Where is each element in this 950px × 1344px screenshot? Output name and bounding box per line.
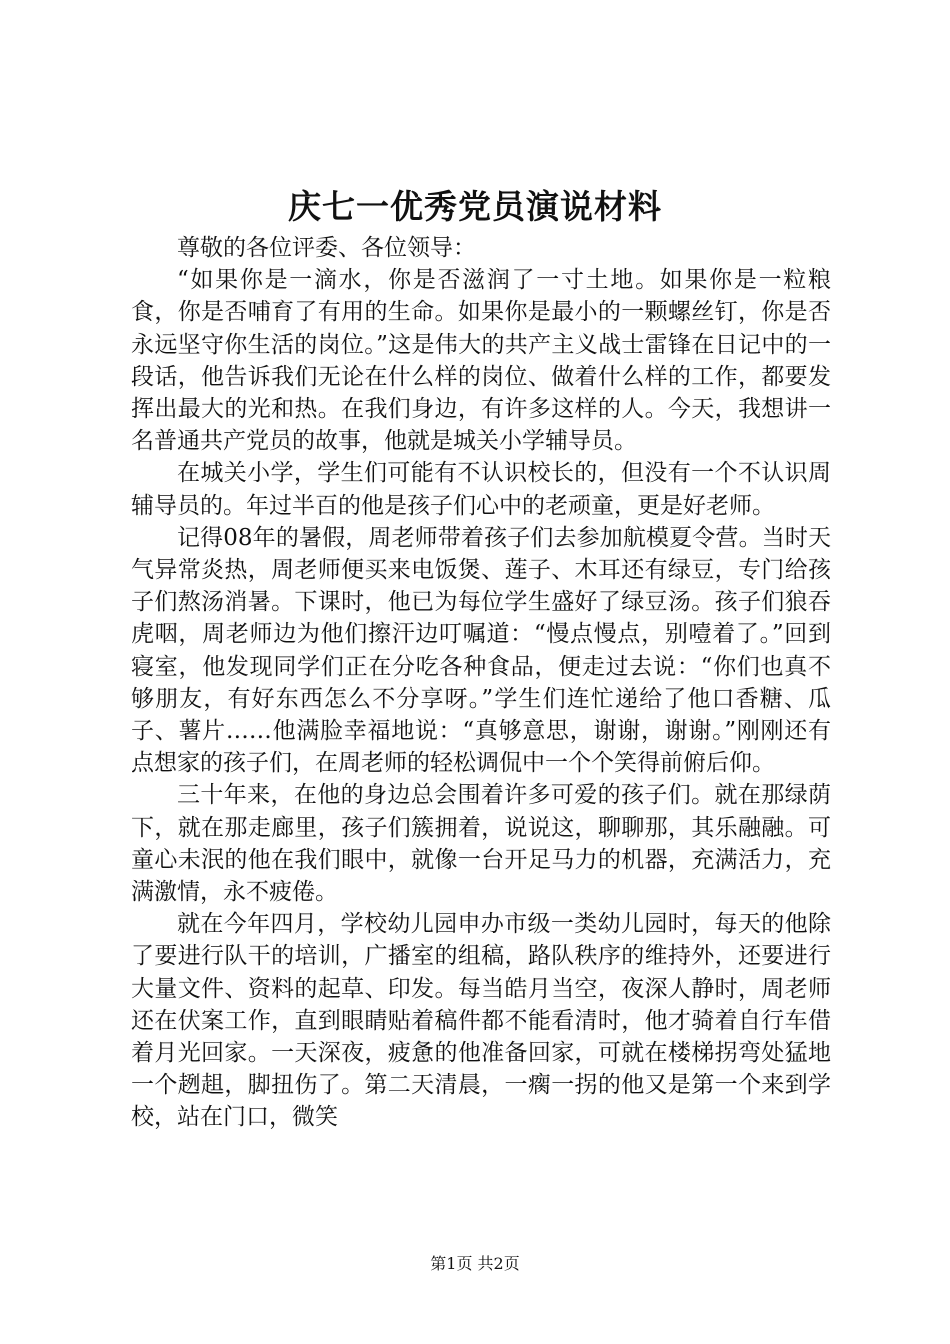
body-paragraph: 记得08年的暑假，周老师带着孩子们去参加航模夏令营。当时天气异常炎热，周老师便买来电饭煲、莲子、木耳还有绿豆，专门给孩子们熬汤消暑。下课时，他已为每位学生盛好了绿豆汤。孩子们狼吞虎咽，周老师边为他们擦汗边叮嘱道：“慢点慢点，别噎着了。”回到寝室，他发现同学们正在分吃各种食品，便走过去说：“你们也真不够朋友，有好东西怎么不分享呀。”学生们连忙递给了他口香糖、瓜子、薯片……他满脸幸福地说：“真够意思，谢谢，谢谢。”刚刚还有点想家的孩子们，在周老师的轻松调侃中一个个笑得前俯后仰。	[131, 524, 831, 777]
page-number-footer: 第1页 共2页	[430, 1254, 520, 1273]
body-paragraph: “如果你是一滴水，你是否滋润了一寸土地。如果你是一粒粮食，你是否哺育了有用的生命。如果你是最小的一颗螺丝钉，你是否永远坚守你生活的岗位。”这是伟大的共产主义战士雷锋在日记中的一段话，他告诉我们无论在什么样的岗位、做着什么样的工作，都要发挥出最大的光和热。在我们身边，有许多这样的人。今天，我想讲一名普通共产党员的故事，他就是城关小学辅导员。	[131, 267, 831, 455]
document-title: 庆七一优秀党员演说材料	[288, 187, 662, 226]
document-body	[131, 232, 831, 1134]
salutation-paragraph: 尊敬的各位评委、各位领导：	[177, 235, 476, 261]
body-paragraph: 三十年来，在他的身边总会围着许多可爱的孩子们。就在那绿荫下，就在那走廊里，孩子们簇拥着，说说这，聊聊那，其乐融融。可童心未泯的他在我们眼中，就像一台开足马力的机器，充满活力，充满激情，永不疲倦。	[131, 782, 831, 906]
body-paragraph: 在城关小学，学生们可能有不认识校长的，但没有一个不认识周辅导员的。年过半百的他是孩子们心中的老顽童，更是好老师。	[131, 460, 831, 519]
body-paragraph: 就在今年四月，学校幼儿园申办市级一类幼儿园时，每天的他除了要进行队干的培训，广播室的组稿，路队秩序的维持外，还要进行大量文件、资料的起草、印发。每当皓月当空，夜深人静时，周老师还在伏案工作，直到眼睛贴着稿件都不能看清时，他才骑着自行车借着月光回家。一天深夜，疲惫的他准备回家，可就在楼梯拐弯处猛地一个趔趄，脚扭伤了。第二天清晨，一瘸一拐的他又是第一个来到学校，站在门口，微笑	[131, 911, 831, 1131]
